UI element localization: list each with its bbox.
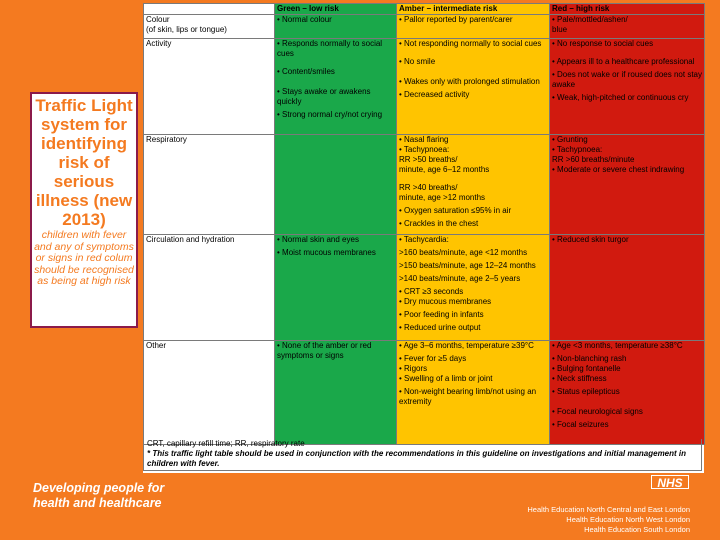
list-item: • Pallor reported by parent/carer [399, 15, 513, 24]
header-green: Green – low risk [275, 4, 397, 15]
amber-cell [397, 235, 550, 341]
green-cell [275, 235, 397, 341]
list-item: • Responds normally to social cues [277, 39, 383, 58]
list-item: • Neck stiffness [552, 374, 607, 383]
list-item: • Moderate or severe chest indrawing [552, 165, 685, 174]
table-row-other [144, 341, 705, 445]
hee-line-2: Health Education North West London [566, 515, 690, 524]
table-row-circulation [144, 235, 705, 341]
list-item: • Stays awake or awakens quickly [277, 87, 371, 106]
list-item: • Strong normal cry/not crying [277, 110, 383, 119]
list-item: • Status epilepticus [552, 387, 620, 396]
list-item: • Decreased activity [399, 90, 470, 99]
list-item: • Oxygen saturation ≤95% in air [399, 206, 512, 215]
red-cell [550, 135, 705, 235]
list-item: • Normal colour [277, 15, 332, 24]
row-label: Circulation and hydration [144, 235, 275, 341]
traffic-light-table [143, 3, 705, 445]
list-item: • Reduced urine output [399, 323, 481, 332]
green-cell [275, 341, 397, 445]
list-item: • Swelling of a limb or joint [399, 374, 493, 383]
row-label: Colour (of skin, lips or tongue) [144, 15, 275, 39]
header-amber: Amber – intermediate risk [397, 4, 550, 15]
list-item: RR >40 breaths/ minute, age >12 months [399, 183, 486, 202]
abbreviation-note: CRT, capillary refill time; RR, respiratory rate [147, 439, 305, 448]
table-footnotes [143, 439, 702, 471]
list-item: • Fever for ≥5 days [399, 354, 467, 363]
table-row-respiratory [144, 135, 705, 235]
list-item: >160 beats/minute, age <12 months [399, 248, 528, 257]
list-item: • Wakes only with prolonged stimulation [399, 77, 540, 86]
red-cell [550, 235, 705, 341]
hee-line-1: Health Education North Central and East London [527, 505, 690, 514]
list-item: • Non-blanching rash [552, 354, 627, 363]
list-item: >150 beats/minute, age 12–24 months [399, 261, 536, 270]
list-item: • Moist mucous membranes [277, 248, 376, 257]
list-item: • Age 3–6 months, temperature ≥39°C [399, 341, 534, 350]
table-header-row [144, 4, 705, 15]
row-label: Activity [144, 39, 275, 135]
list-item: • Rigors [399, 364, 428, 373]
list-item: • Tachycardia: [399, 235, 449, 244]
list-item: • Tachypnoea: RR >60 breaths/minute [552, 145, 635, 164]
list-item: • Nasal flaring [399, 135, 449, 144]
row-label: Other [144, 341, 275, 445]
red-cell [550, 39, 705, 135]
list-item: • Not responding normally to social cues [399, 39, 542, 48]
table-row-activity [144, 39, 705, 135]
title-box [30, 92, 138, 328]
list-item: • Focal seizures [552, 420, 609, 429]
tagline-line-1: Developing people for [33, 481, 165, 495]
list-item: • None of the amber or red symptoms or signs [277, 341, 372, 360]
list-item: • Weak, high-pitched or continuous cry [552, 93, 689, 102]
list-item: • Grunting [552, 135, 588, 144]
green-cell [275, 15, 397, 39]
green-cell [275, 39, 397, 135]
table-row-colour [144, 15, 705, 39]
list-item: • No smile [399, 57, 436, 66]
list-item: • Reduced skin turgor [552, 235, 629, 244]
green-cell [275, 135, 397, 235]
list-item: • Appears ill to a healthcare professional [552, 57, 695, 66]
list-item: >140 beats/minute, age 2–5 years [399, 274, 521, 283]
tagline [33, 481, 164, 511]
usage-note: * This traffic light table should be used in conjunction with the recommendations in this guideline on investigations and initial management in children with fever. [147, 449, 687, 468]
list-item: • Poor feeding in infants [399, 310, 484, 319]
amber-cell [397, 39, 550, 135]
tagline-line-2: health and healthcare [33, 496, 162, 510]
hee-organisations [527, 505, 690, 535]
header-blank [144, 4, 275, 15]
amber-cell [397, 341, 550, 445]
slide-title: Traffic Light system for identifying risk of serious illness (new 2013) [35, 96, 133, 229]
list-item: • CRT ≥3 seconds [399, 287, 464, 296]
hee-line-3: Health Education South London [584, 525, 690, 534]
list-item: • Age <3 months, temperature ≥38°C [552, 341, 683, 350]
list-item: • Dry mucous membranes [399, 297, 492, 306]
amber-cell [397, 15, 550, 39]
list-item: • Tachypnoea: RR >50 breaths/ minute, age 6–12 months [399, 145, 490, 174]
list-item: • Focal neurological signs [552, 407, 643, 416]
red-cell [550, 15, 705, 39]
red-cell [550, 341, 705, 445]
list-item: • Does not wake or if roused does not stay awake [552, 70, 702, 89]
list-item: • Non-weight bearing limb/not using an extremity [399, 387, 537, 406]
list-item: • Crackles in the chest [399, 219, 479, 228]
list-item: • Pale/mottled/ashen/ blue [552, 15, 628, 34]
list-item: • Bulging fontanelle [552, 364, 621, 373]
list-item: • Content/smiles [277, 67, 335, 76]
nhs-logo: NHS [651, 475, 689, 489]
list-item: • Normal skin and eyes [277, 235, 359, 244]
traffic-light-table-sheet [143, 3, 704, 473]
header-red: Red – high risk [550, 4, 705, 15]
amber-cell [397, 135, 550, 235]
slide-subtitle: children with fever and any of symptoms or signs in red colum should be recognised as being at high risk [34, 229, 134, 287]
row-label: Respiratory [144, 135, 275, 235]
list-item: • No response to social cues [552, 39, 654, 48]
